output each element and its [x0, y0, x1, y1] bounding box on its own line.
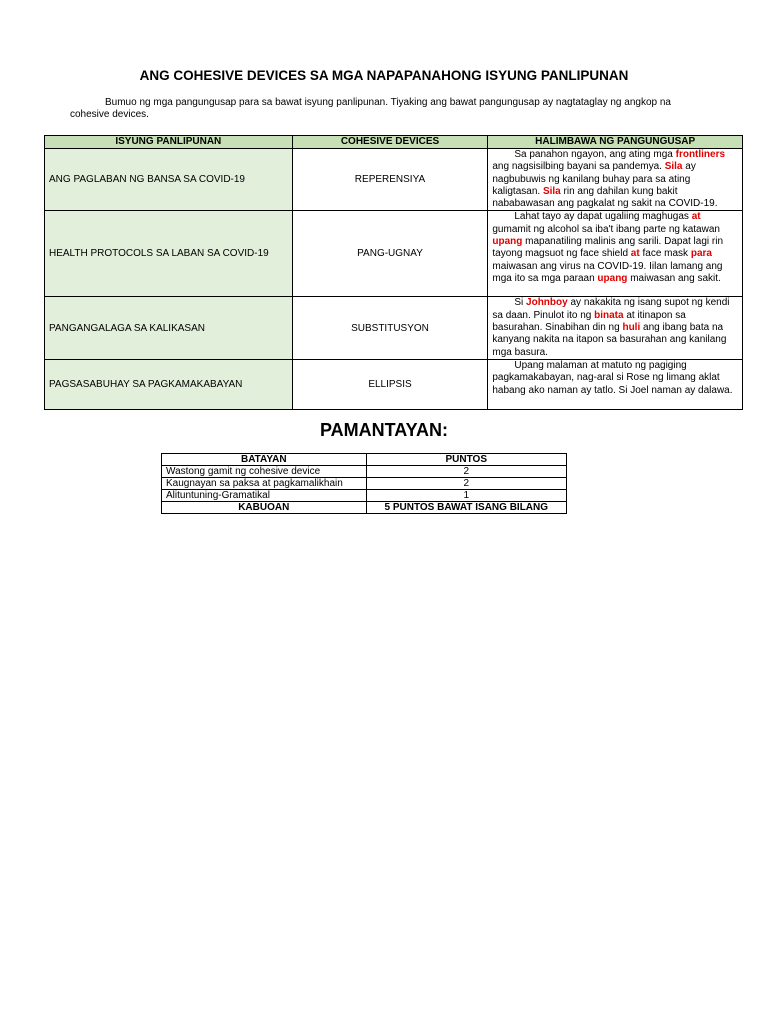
instructions-text: Bumuo ng mga pangungusap para sa bawat isyung panlipunan. Tiyaking ang bawat pangungusap ay nagtataglay ng angkop na cohesive devices. [70, 97, 671, 120]
column-header-issue: ISYUNG PANLIPUNAN [45, 136, 293, 149]
example-text: Upang malaman at matuto ng pagiging pagkamakabayan, nag-aral si Rose ng limang aklat habang ako naman ay tatlo. Si Joel naman ay dalawa. [492, 359, 733, 396]
example-text: Sa panahon ngayon, ang ating mga [514, 149, 676, 160]
issue-cell: HEALTH PROTOCOLS SA LABAN SA COVID-19 [45, 211, 293, 297]
highlighted-device-word: upang [492, 236, 523, 248]
rubric-row [162, 478, 567, 490]
instructions [70, 97, 710, 121]
example-text: Lahat tayo ay dapat ugaliing maghugas [514, 211, 692, 223]
column-header-device: COHESIVE DEVICES [292, 136, 488, 149]
rubric-heading: PAMANTAYAN: [319, 420, 448, 440]
example-cell [488, 211, 743, 297]
device-cell: REPERENSIYA [292, 149, 488, 211]
rubric-total-value: 5 PUNTOS BAWAT ISANG BILANG [366, 502, 566, 514]
rubric-total-label: KABUOAN [162, 502, 367, 514]
example-text: face mask [639, 248, 691, 260]
device-cell: ELLIPSIS [292, 359, 488, 409]
example-text: maiwasan ang virus na COVID-19. Iilan lamang ang mga ito sa mga paraan [492, 260, 723, 284]
rubric-table [161, 453, 567, 514]
highlighted-device-word: Sila [542, 185, 561, 197]
highlighted-device-word: at [630, 248, 640, 260]
example-cell [488, 297, 743, 359]
rubric-points: 2 [366, 466, 566, 478]
example-text: at itinapon sa basurahan. Sinabihan din ng [492, 309, 686, 334]
page-title: ANG COHESIVE DEVICES SA MGA NAPAPANAHONG ISYUNG PANLIPUNAN [139, 68, 629, 83]
rubric-criterion: Alituntuning-Gramatikal [162, 490, 367, 502]
device-cell: PANG-UGNAY [292, 211, 488, 297]
highlighted-device-word: binata [594, 309, 624, 321]
example-text: ang nagsisilbing bayani sa pandemya. [492, 161, 665, 173]
rubric-row [162, 490, 567, 502]
issue-cell: ANG PAGLABAN NG BANSA SA COVID-19 [45, 149, 293, 211]
highlighted-device-word: frontliners [675, 149, 726, 160]
table-header-row [45, 136, 743, 149]
column-header-example: HALIMBAWA NG PANGUNGUSAP [488, 136, 743, 149]
table-row [45, 297, 743, 359]
highlighted-device-word: upang [597, 272, 628, 284]
table-row [45, 149, 743, 211]
example-text: ay nagbubuwis ng kanilang buhay para sa ating kaligtasan. [492, 161, 696, 197]
highlighted-device-word: Johnboy [526, 297, 568, 309]
rubric-criterion: Wastong gamit ng cohesive device [162, 466, 367, 478]
issue-cell: PANGANGALAGA SA KALIKASAN [45, 297, 293, 359]
cohesive-devices-table [44, 135, 743, 410]
rubric-criterion: Kaugnayan sa paksa at pagkamalikhain [162, 478, 367, 490]
example-cell [488, 149, 743, 211]
device-cell: SUBSTITUSYON [292, 297, 488, 359]
example-text: rin ang dahilan kung bakit nababawasan ang pagkalat ng sakit na COVID-19. [492, 185, 718, 210]
issue-cell: PAGSASABUHAY SA PAGKAMAKABAYAN [45, 359, 293, 409]
rubric-header-points: PUNTOS [366, 454, 566, 466]
example-cell [488, 359, 743, 409]
rubric-points: 2 [366, 478, 566, 490]
highlighted-device-word: para [690, 248, 712, 260]
rubric-row [162, 466, 567, 478]
rubric-points: 1 [366, 490, 566, 502]
example-text: ay nakakita ng isang supot ng kendi sa daan. Pinulot ito ng [492, 297, 730, 321]
rubric-header-row [162, 454, 567, 466]
example-text: ang ibang bata na kanyang nakita na itapon sa basurahan ang kanilang mga basura. [492, 322, 727, 358]
table-row [45, 359, 743, 409]
highlighted-device-word: at [691, 211, 701, 223]
example-text: Si [514, 297, 527, 309]
example-text: gumamit ng alcohol sa iba't ibang parte ng katawan [492, 223, 720, 235]
table-row [45, 211, 743, 297]
highlighted-device-word: Sila [664, 161, 683, 173]
highlighted-device-word: huli [622, 322, 641, 334]
example-text: maiwasan ang sakit. [627, 272, 721, 284]
rubric-total-row [162, 502, 567, 514]
rubric-header-criterion: BATAYAN [162, 454, 367, 466]
example-text: mapanatiling malinis ang sarili. Dapat lagi rin tayong magsuot ng face shield [492, 236, 724, 260]
